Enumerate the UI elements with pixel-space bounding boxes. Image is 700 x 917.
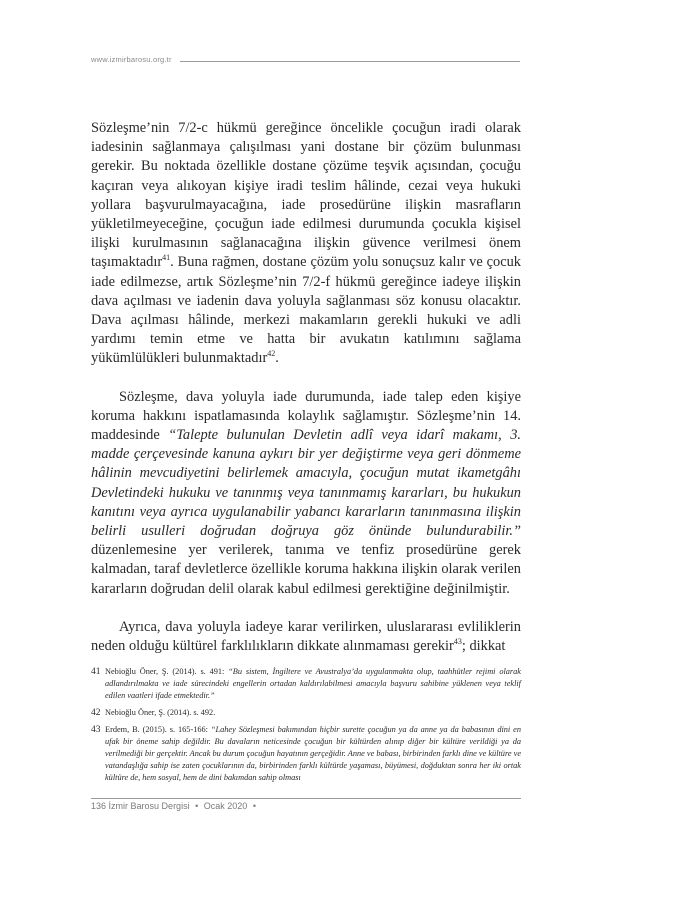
footnote-text	[105, 666, 521, 702]
footnote-quote: “Lahey Sözleşmesi bakımından hiçbir surette çocuğun ya da anne ya da babasının dini en ufak bir öneme sahip değildir. Bu davaların neticesinde çocuğun bir kültürden alınıp diğer bir kültüre verildiği ya da verilmediği bir gerçektir. Ancak bu durum çocuğun hayatının gerçeğidir. Anne ve babası, birbirinden farklı dine ve kültüre ve vatandaşlığa sahip ise zaten çocuklarının da, birbirinden farklı kültürde yaşaması, büyümesi, doğduktan sonra her iki ortak kültüre de, hem sosyal, hem de dini bakımdan sahip olması	[105, 725, 521, 782]
paragraph-3-text: Ayrıca, dava yoluyla iadeye karar verilirken, uluslararası evliliklerin neden olduğu kültürel farklılıkların dikkate alınmaması gerekir	[91, 618, 521, 655]
issue-date: Ocak 2020	[203, 801, 248, 811]
footnote-text	[105, 707, 521, 719]
footnote-number: 43	[91, 725, 101, 735]
footnote-41	[91, 666, 521, 702]
page-number: 136	[91, 801, 107, 811]
footer-trailing-bullet: •	[252, 801, 256, 811]
paragraph-2-quote: “Talepte bulunulan Devletin adlî veya idarî makamı, 3. madde çerçevesinde kanuna aykırı bir yer değiştirme veya geri dönmeme hâlinin mevcudiyetini belirlemek amacıyla, çocuğun mutat ikametgâhı Devletindeki hukuku ve tanınmış veya tanınmamış kararları, bu hukukun kanıtını veya ayrıca uygulanabilir yabancı kararların tanınmasına ilişkin belirli usulleri doğrudan doğruya göz önünde bulundurabilir.”	[91, 427, 521, 540]
footnote-ref-41[interactable]: 41	[162, 253, 171, 263]
paragraph-2-text-cont: düzenlemesine yer verilerek, tanıma ve tenfiz prosedürüne gerek kalmadan, taraf devletlerce özellikle koruma hakkına ilişkin olarak verilen kararların doğrudan delil olarak kabul edilmesi gerektiğine değinilmiştir.	[91, 542, 521, 597]
footnotes	[91, 666, 521, 789]
paragraph-1	[91, 119, 521, 369]
footnote-citation: Nebioğlu Öner, Ş. (2014). s. 492.	[105, 708, 216, 717]
footnote-text	[105, 724, 521, 784]
paragraph-1-end: .	[275, 350, 279, 367]
paragraph-1-text: Sözleşme’nin 7/2-c hükmü gereğince öncelikle çocuğun iradi olarak iadesinin sağlanmaya çalışılması yani dostane bir çözüm bulunması gerekir. Bu noktada özellikle dostane çözüme teşvik açısından, çocuğu kaçıran veya alıkoyan kişiye iradi teslim hâlinde, cezai veya hukuki yollara başvurulmayacağına, iade prosedürüne ilişkin masrafların yükletilmeyeceğine, çocuğun iade edilmesi durumunda çocukla kişisel ilişki kurulmasının sağlanacağına ilişkin güvence verilmesi önem taşımaktadır	[91, 120, 521, 271]
paragraph-3	[91, 618, 521, 656]
paragraph-3-text-cont: ; dikkat	[461, 638, 506, 655]
footnote-quote: “Bu sistem, İngiltere ve Avustralya’da uygulanmakta olup, taahhütler rejimi olarak adlandırılmakta ve iade sürecindeki engellerin ortadan kaldırılabilmesi amacıyla başvuru sahibine yüklenen veya teklif edilen vaatleri ifade etmektedir.”	[105, 667, 521, 700]
footer-separator: •	[195, 801, 199, 811]
footnote-number: 41	[91, 667, 101, 677]
footnote-number: 42	[91, 708, 101, 718]
header-url: www.izmirbarosu.org.tr	[91, 55, 172, 64]
footnote-43	[91, 724, 521, 784]
footnote-citation: Nebioğlu Öner, Ş. (2014). s. 491:	[105, 667, 229, 676]
footnote-42	[91, 707, 521, 719]
header-rule	[180, 61, 520, 62]
page-footer	[91, 801, 259, 811]
journal-name: İzmir Barosu Dergisi	[108, 801, 190, 811]
paragraph-2-text: Sözleşme, dava yoluyla iade durumunda, iade talep eden kişiye koruma hakkını ispatlamasında kolaylık sağlamıştır. Sözleşme’nin 14. maddesinde	[91, 388, 521, 444]
footer-rule	[91, 798, 521, 799]
footnote-citation: Erdem, B. (2015). s. 165-166:	[105, 725, 211, 734]
footnote-ref-43[interactable]: 43	[453, 637, 462, 647]
footnote-ref-42[interactable]: 42	[267, 349, 276, 359]
paragraph-1-text-cont: . Buna rağmen, dostane çözüm yolu sonuçsuz kalır ve çocuk iade edilmezse, artık Sözleşme’nin 7/2-f hükmü gereğince iadeye ilişkin dava açılması ve iadenin dava yoluyla sağlanması söz konusu olacaktır. Dava açılması hâlinde, merkezi makamların gerekli hukuki ve adli yardımı temin etme ve hatta bir avukatın katılımını sağlama yükümlülükleri bulunmaktadır	[91, 254, 521, 367]
body-text	[91, 119, 521, 656]
paragraph-2	[91, 388, 521, 599]
